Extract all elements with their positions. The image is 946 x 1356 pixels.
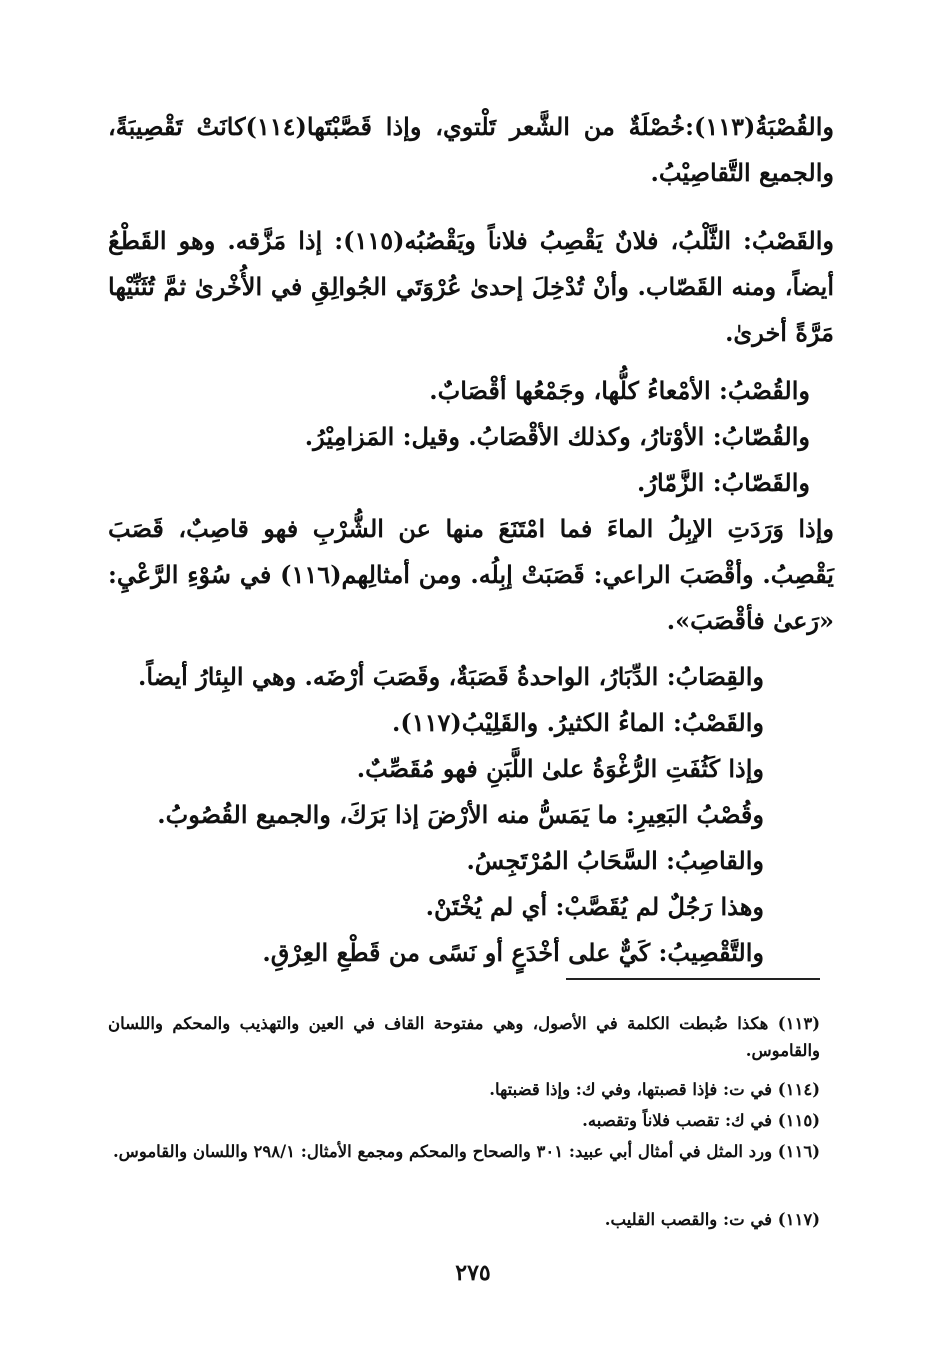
entry-qusb-amaa: والقُصْبُ: الأمْعاءُ كلُّها، وجَمْعُها أقْصَابٌ. [429,376,810,405]
entry-qusb-baeer: وقُصْبُ البَعِيرِ: ما يَمَسُّ منه الأرْضَ إذا بَرَكَ، والجميع القُصُوبُ. [157,800,764,829]
entry-taqseeb: والتَّقْصِيبُ: كَيٌّ على أخْدَعٍ أو نَسًى من قَطْعِ العِرْقِ. [262,938,764,967]
entry-muqassib: وإذا كَثُفَتِ الرُّغْوَةُ علىٰ اللَّبَنِ فهو مُقَصِّبٌ. [356,754,764,783]
page-number: ٢٧٥ [455,1260,491,1286]
entry-qusba: والقُصْبَةُ(١١٣):خُصْلَةٌ من الشَّعر تَلْتوي، وإذا قَصَّبْتَها(١١٤)كانَتْ تَقْصِيبَةً، والجميع التَّقاصِيْبُ. [108,112,834,187]
entry-qisab-dibar: والقِصَابُ: الدِّبَارُ، الواحدةُ قَصَبَةٌ، وقَصَبَ أرْضَه. وهي البِئارُ أيضاً. [138,662,764,691]
entry-qussab-awtar: والقُصّابُ: الأوْتارُ، وكذلك الأقْصَابُ. وقيل: المَزامِيْرُ. [304,422,810,451]
entry-qassab-zammar: والقَصّابُ: الزَّمّارُ. [637,468,810,497]
footnote-115: (١١٥) في ك: تقصب فلاناً وتقصبه. [582,1111,820,1130]
footnote-117: (١١٧) في ت: والقصب القليب. [604,1210,820,1229]
entry-qasib-sahab: والقاصِبُ: السَّحَابُ المُرْتَجِسُ. [466,846,764,875]
footnote-113: (١١٣) هكذا ضُبطت الكلمة في الأصول، وهي مفتوحة القاف في العين والتهذيب والمحكم واللسان والقاموس. [108,1014,820,1060]
entry-ibil-qasib: وإذا وَرَدَتِ الإبِلُ الماءَ فما امْتَنَعَ منها عن الشُّرْبِ فهو قاصِبٌ، قَصَبَ يَقْصِبُ. وأقْصَبَ الراعي: قَصَبَتْ إبِلُه. ومن أمثالِهم(١١٦) في سُوْءِ الرَّعْيِ: «رَعىٰ فأقْصَبَ». [108,514,834,635]
entry-lam-yuqassab: وهذا رَجُلٌ لم يُقَصَّبْ: أي لم يُخْتَنْ. [425,892,764,921]
footnote-114: (١١٤) في ت: فإذا قصبتها، وفي ك: وإذا قضبتها. [489,1080,820,1099]
entry-qasb-thalb: والقَصْبُ: الثَّلْبُ، فلانٌ يَقْصِبُ فلاناً ويَقْصُبُه(١١٥): إذا مَزَّقه. وهو القَطْعُ أيضاً، ومنه القَصّاب. وأنْ تُدْخِلَ إحدىٰ عُرْوَتَي الجُوالِقِ في الأُخْرىٰ ثمَّ تُثَنِّيْها مَرَّةً أخرىٰ. [108,226,834,347]
footnote-116: (١١٦) ورد المثل في أمثال أبي عبيد: ٣٠١ والصحاح والمحكم ومجمع الأمثال: ٢٩٨/١ واللسان والقاموس. [112,1142,820,1161]
entry-qasb-maa: والقَصْبُ: الماءُ الكثيرُ. والقَلِيْبُ(١١٧). [392,708,764,737]
footnote-separator [566,978,820,980]
